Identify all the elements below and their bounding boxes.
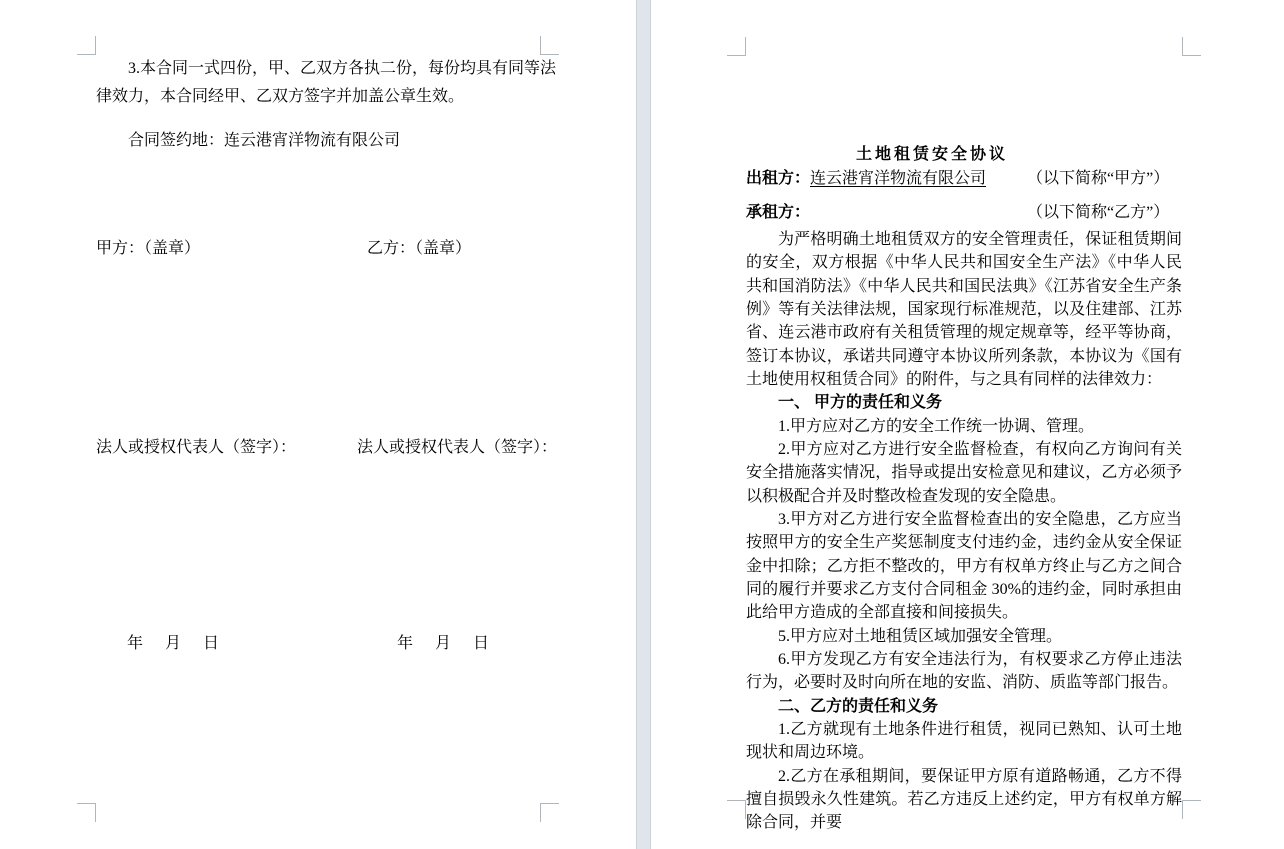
party-a-seal-label: 甲方：（盖章）	[96, 240, 201, 257]
section-2-heading: 二、乙方的责任和义务	[778, 697, 939, 715]
contract-clause-3: 3.本合同一式四份，甲、乙双方各执二份，每份均具有同等法律效力，本合同经甲、乙双方签字并加盖公章生效。	[96, 60, 557, 105]
section-1-item: 1.甲方应对乙方的安全工作统一协调、管理。	[778, 417, 1095, 435]
lessor-name: 连云港宵洋物流有限公司	[810, 170, 987, 187]
section-1-item: 3.甲方对乙方进行安全监督检查出的安全隐患，乙方应当按照甲方的安全生产奖惩制度支付违约金，违约金从安全保证金中扣除；乙方拒不整改的，甲方有权单方终止与乙方之间合同的履行并要求乙方支付合同租金 30%的违约金，同时承担由此给甲方造成的全部直接和间接损失。	[746, 510, 1182, 622]
lessee-label: 承租方：	[746, 204, 811, 221]
document-page-left[interactable]	[0, 0, 636, 849]
lessor-row	[746, 170, 1182, 188]
document-page-right[interactable]	[651, 0, 1284, 849]
party-b-signer-label: 法人或授权代表人（签字）：	[357, 439, 558, 456]
section-1-heading: 一、 甲方的责任和义务	[778, 394, 943, 412]
section-1-item: 2.甲方应对乙方进行安全监督检查，有权向乙方询问有关安全措施落实情况，指导或提出安检意见和建议，乙方必须予以积极配合并及时整改检查发现的安全隐患。	[746, 440, 1182, 505]
party-a-signer-label: 法人或授权代表人（签字）：	[96, 439, 297, 456]
crop-mark-bottom-left-icon	[77, 803, 96, 822]
lessor-label: 出租方：	[746, 170, 811, 187]
section-1-item: 6.甲方发现乙方有安全违法行为，有权要求乙方停止违法行为，必要时及时向所在地的安监、消防、质监等部门报告。	[746, 650, 1182, 692]
contract-signing-place: 合同签约地：连云港宵洋物流有限公司	[128, 132, 401, 149]
party-a-date-line: 年 月 日	[127, 635, 220, 652]
crop-mark-top-right-icon	[1182, 37, 1201, 56]
agreement-text-area	[746, 0, 1182, 849]
section-2-item: 1.乙方就现有土地条件进行租赁，视同已熟知、认可土地现状和周边环境。	[746, 720, 1182, 762]
party-b-seal-label: 乙方：（盖章）	[367, 240, 472, 257]
page-gutter	[636, 0, 651, 849]
crop-mark-bottom-left-icon	[727, 800, 746, 819]
agreement-body	[746, 228, 1182, 835]
party-b-date-line: 年 月 日	[397, 635, 490, 652]
crop-mark-bottom-right-icon	[540, 803, 559, 822]
crop-mark-top-left-icon	[727, 37, 746, 56]
crop-mark-top-right-icon	[540, 36, 559, 55]
section-2-item: 2.乙方在承租期间，要保证甲方原有道路畅通，乙方不得擅自损毁永久性建筑。若乙方违反上述约定，甲方有权单方解除合同，并要	[746, 767, 1182, 832]
crop-mark-bottom-right-icon	[1182, 800, 1201, 819]
section-1-item: 5.甲方应对土地租赁区域加强安全管理。	[778, 627, 1063, 645]
lessee-alias: （以下简称“乙方”）	[1027, 204, 1170, 221]
lessor-alias: （以下简称“甲方”）	[1027, 170, 1170, 187]
agreement-title: 土地租赁安全协议	[856, 146, 1009, 163]
lessee-row	[746, 204, 1182, 222]
crop-mark-top-left-icon	[77, 36, 96, 55]
agreement-preamble: 为严格明确土地租赁双方的安全管理责任，保证租赁期间的安全，双方根据《中华人民共和国安全生产法》《中华人民共和国消防法》《中华人民共和国民法典》《江苏省安全生产条例》等有关法律法规，国家现行标准规范，以及住建部、江苏省、连云港市政府有关租赁管理的规定规章等，经平等协商，签订本协议，承诺共同遵守本协议所列条款，本协议为《国有土地使用权租赁合同》的附件，与之具有同样的法律效力：	[746, 231, 1182, 388]
